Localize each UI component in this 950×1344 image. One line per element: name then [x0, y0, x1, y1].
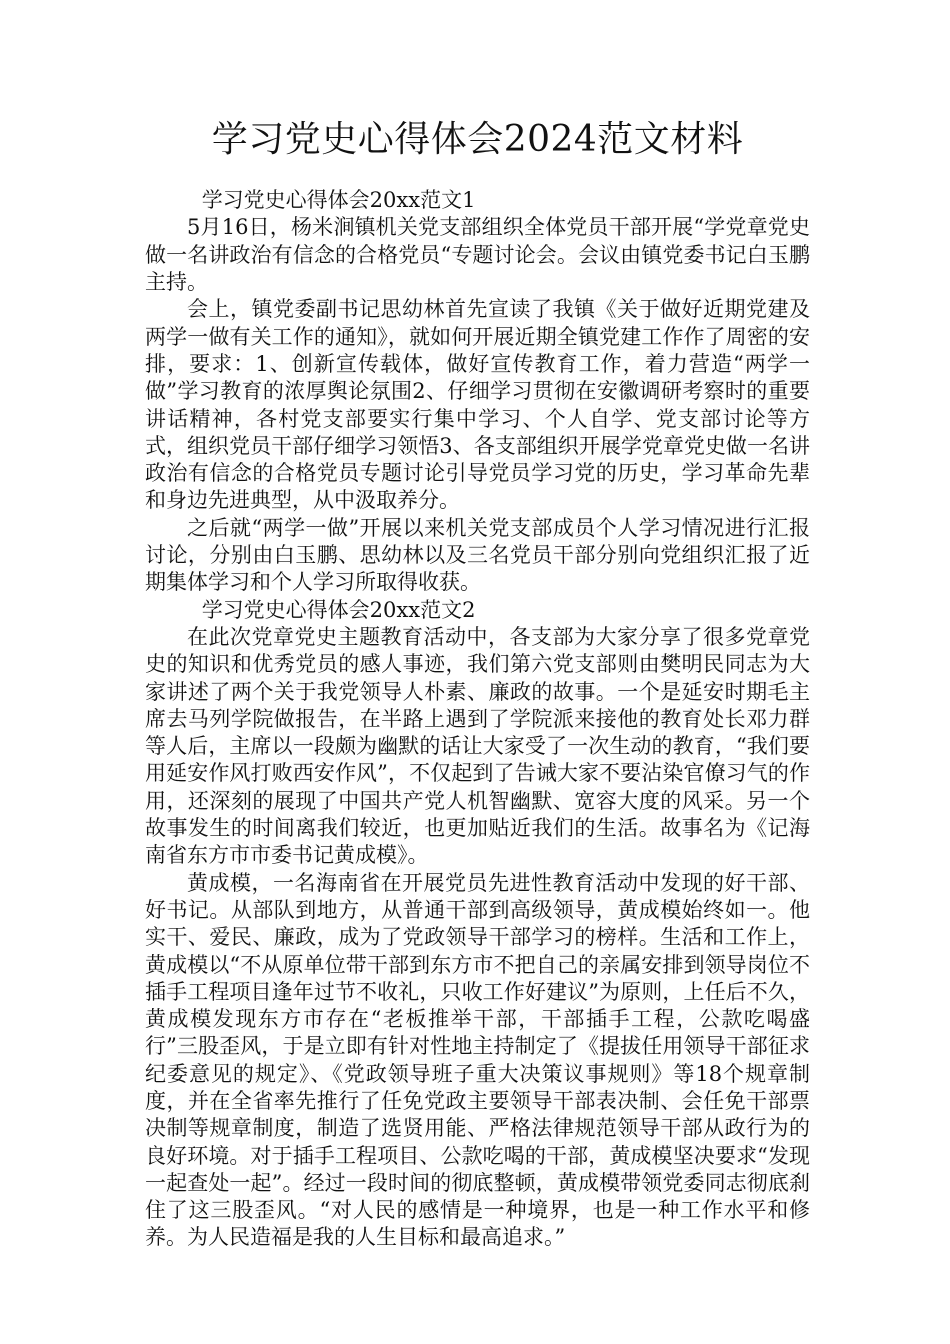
document-page — [145, 118, 810, 1252]
paragraph: 在此次党章党史主题教育活动中，各支部为大家分享了很多党章党史的知识和优秀党员的感人事迹，我们第六党支部则由樊明民同志为大家讲述了两个关于我党领导人朴素、廉政的故事。一个是延安时期毛主席去马列学院做报告，在半路上遇到了学院派来接他的教育处长邓力群等人后，主席以一段颇为幽默的话让大家受了一次生动的教育，“我们要用延安作风打败西安作风”，不仅起到了告诫大家不要沾染官僚习气的作用，还深刻的展现了中国共产党人机智幽默、宽容大度的风采。另一个故事发生的时间离我们较近，也更加贴近我们的生活。故事名为《记海南省东方市市委书记黄成模》。 — [145, 624, 810, 868]
document-title: 学习党史心得体会2024范文材料 — [211, 119, 744, 160]
paragraph: 黄成模，一名海南省在开展党员先进性教育活动中发现的好干部、好书记。从部队到地方，从普通干部到高级领导，黄成模始终如一。他实干、爱民、廉政，成为了党政领导干部学习的榜样。生活和工作上，黄成模以“不从原单位带干部到东方市不把自己的亲属安排到领导岗位不插手工程项目逢年过节不收礼，只收工作好建议”为原则，上任后不久，黄成模发现东方市存在“老板推举干部，干部插手工程，公款吃喝盛行”三股歪风，于是立即有针对性地主持制定了《提拔任用领导干部征求纪委意见的规定》、《党政领导班子重大决策议事规则》等18个规章制度，并在全省率先推行了任免党政主要领导干部表决制、会任免干部票决制等规章制度，制造了选贤用能、严格法律规范领导干部从政行为的良好环境。对于插手工程项目、公款吃喝的干部，黄成模坚决要求“发现一起查处一起”。经过一段时间的彻底整顿，黄成模带领党委同志彻底刹住了这三股歪风。“对人民的感情是一种境界，也是一种工作水平和修养。为人民造福是我的人生目标和最高追求。” — [145, 870, 810, 1250]
paragraph: 之后就“两学一做”开展以来机关党支部成员个人学习情况进行汇报讨论，分别由白玉鹏、思幼林以及三名党员干部分别向党组织汇报了近期集体学习和个人学习所取得收获。 — [145, 515, 810, 595]
paragraph: 会上，镇党委副书记思幼林首先宣读了我镇《关于做好近期党建及两学一做有关工作的通知》，就如何开展近期全镇党建工作作了周密的安排，要求：1、创新宣传载体，做好宣传教育工作，着力营造“两学一做”学习教育的浓厚舆论氛围2、仔细学习贯彻在安徽调研考察时的重要讲话精神，各村党支部要实行集中学习、个人自学、党支部讨论等方式，组织党员干部仔细学习领悟3、各支部组织开展学党章党史做一名讲政治有信念的合格党员专题讨论引导党员学习党的历史，学习革命先辈和身边先进典型，从中汲取养分。 — [145, 297, 810, 513]
section-2 — [145, 597, 810, 1252]
section-heading: 学习党史心得体会20xx范文1 — [201, 188, 476, 213]
section-heading: 学习党史心得体会20xx范文2 — [201, 597, 476, 622]
section-1 — [145, 187, 810, 596]
paragraph: 5月16日，杨米涧镇机关党支部组织全体党员干部开展“学党章党史做一名讲政治有信念的合格党员“专题讨论会。会议由镇党委书记白玉鹏主持。 — [145, 215, 810, 295]
